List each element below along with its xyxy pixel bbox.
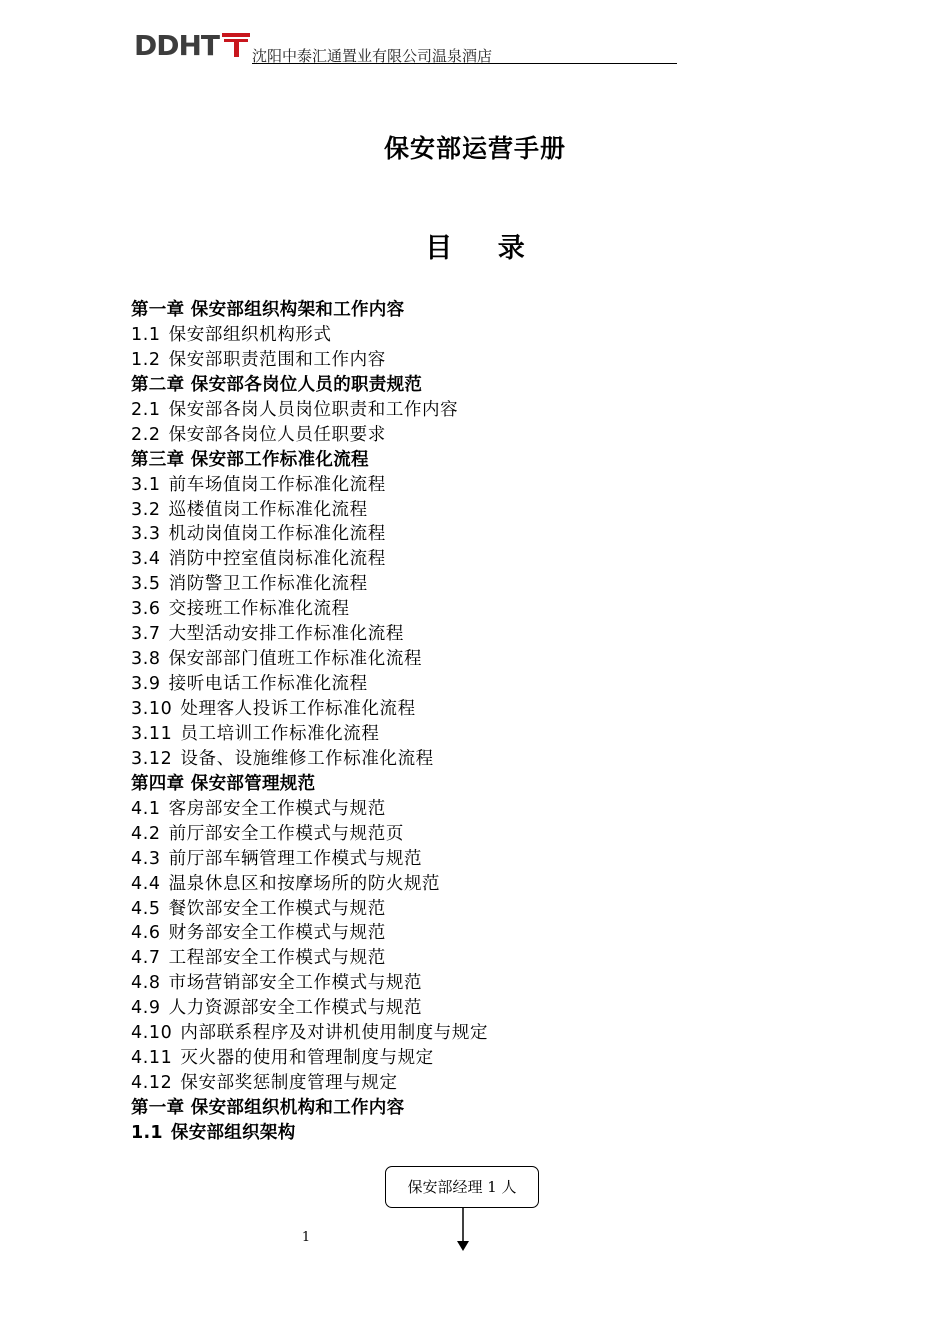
toc-entry-text: 人力资源部安全工作模式与规范 xyxy=(168,998,423,1019)
toc-entry-number: 4.7 xyxy=(131,948,161,969)
toc-entry-text: 接听电话工作标准化流程 xyxy=(168,674,368,695)
toc-entry-number: 1.1 xyxy=(131,324,161,345)
toc-entry-text: 第三章 保安部工作标准化流程 xyxy=(131,449,369,470)
toc-entry-number: 3.6 xyxy=(131,599,161,620)
toc-entry-number: 2.1 xyxy=(131,399,161,420)
toc-entry xyxy=(131,897,831,922)
toc-entry xyxy=(131,647,831,672)
toc-entry-text: 保安部奖惩制度管理与规定 xyxy=(180,1073,398,1094)
toc-entry-number: 1.2 xyxy=(131,349,161,370)
toc-chapter xyxy=(131,772,831,797)
toc-entry-number: 4.10 xyxy=(131,1023,173,1044)
toc-entry-text: 设备、设施维修工作标准化流程 xyxy=(180,748,434,769)
toc-entry-number: 4.4 xyxy=(131,873,161,894)
toc-entry-text: 交接班工作标准化流程 xyxy=(168,599,350,620)
toc-entry xyxy=(131,971,831,996)
toc-entry xyxy=(131,572,831,597)
toc-entry-text: 第一章 保安部组织机构和工作内容 xyxy=(131,1098,405,1118)
logo-text: DDHT xyxy=(134,30,220,60)
toc-entry-number: 3.7 xyxy=(131,624,161,645)
toc-heading: 目 录 xyxy=(425,233,543,264)
toc-entry-number: 3.4 xyxy=(131,549,161,570)
toc-entry-number: 4.1 xyxy=(131,798,161,819)
toc-entry-number: 4.9 xyxy=(131,998,161,1019)
toc-entry-text: 市场营销部安全工作模式与规范 xyxy=(168,973,423,994)
org-chart-arrow xyxy=(453,1208,473,1252)
toc-entry xyxy=(131,1121,831,1146)
toc-entry-number: 3.10 xyxy=(131,699,173,719)
ddht-logo xyxy=(134,30,252,60)
toc-entry xyxy=(131,348,831,373)
page-header xyxy=(134,28,677,64)
toc-entry-text: 巡楼值岗工作标准化流程 xyxy=(168,499,368,520)
toc-entry xyxy=(131,1046,831,1071)
toc-entry-text: 前厅部车辆管理工作模式与规范 xyxy=(168,848,423,869)
toc-entry-text: 机动岗值岗工作标准化流程 xyxy=(168,524,386,545)
toc-chapter xyxy=(131,373,831,398)
toc-entry-number: 3.12 xyxy=(131,748,173,769)
toc-entry xyxy=(131,946,831,971)
toc-entry-number: 3.11 xyxy=(131,723,173,744)
page-number: 1 xyxy=(301,1230,311,1245)
toc-entry-text: 保安部职责范围和工作内容 xyxy=(168,349,386,370)
toc-entry xyxy=(131,797,831,822)
toc-entry-number: 4.11 xyxy=(131,1048,173,1069)
toc-entry xyxy=(131,423,831,448)
toc-entry-text: 内部联系程序及对讲机使用制度与规定 xyxy=(180,1023,489,1044)
toc-entry-text: 工程部安全工作模式与规范 xyxy=(168,948,386,969)
toc-entry-text: 第二章 保安部各岗位人员的职责规范 xyxy=(131,374,423,395)
toc-entry xyxy=(131,622,831,647)
toc-entry-number: 3.9 xyxy=(131,674,161,695)
toc-entry-text: 保安部各岗人员岗位职责和工作内容 xyxy=(168,399,459,420)
header-divider xyxy=(252,63,677,64)
toc-entry-text: 处理客人投诉工作标准化流程 xyxy=(180,699,416,719)
toc-entry xyxy=(131,872,831,897)
toc-entry-text: 保安部部门值班工作标准化流程 xyxy=(168,649,423,670)
toc-entry-text: 保安部组织机构形式 xyxy=(168,324,332,345)
toc-entry xyxy=(131,323,831,348)
toc-entry xyxy=(131,597,831,622)
toc-entry xyxy=(131,1021,831,1046)
table-of-contents xyxy=(131,298,831,1146)
toc-entry-number: 4.2 xyxy=(131,823,161,844)
toc-entry-number: 4.5 xyxy=(131,898,161,919)
toc-chapter xyxy=(131,298,831,323)
toc-entry-text: 消防中控室值岗标准化流程 xyxy=(168,549,386,570)
toc-entry-number: 4.8 xyxy=(131,973,161,994)
toc-entry-text: 餐饮部安全工作模式与规范 xyxy=(168,898,386,919)
toc-entry xyxy=(131,547,831,572)
org-chart-manager-box: 保安部经理 1 人 xyxy=(385,1166,539,1208)
toc-entry-text: 第四章 保安部管理规范 xyxy=(131,773,316,794)
toc-entry-number: 3.5 xyxy=(131,574,161,595)
toc-entry-text: 消防警卫工作标准化流程 xyxy=(168,574,368,595)
toc-entry-number: 3.2 xyxy=(131,499,161,520)
toc-entry-number: 4.12 xyxy=(131,1073,173,1094)
toc-entry-text: 大型活动安排工作标准化流程 xyxy=(168,624,404,645)
toc-entry-number: 2.2 xyxy=(131,424,161,445)
toc-entry xyxy=(131,747,831,772)
toc-entry xyxy=(131,921,831,946)
toc-entry-text: 前车场值岗工作标准化流程 xyxy=(168,474,386,495)
toc-entry xyxy=(131,522,831,547)
toc-chapter xyxy=(131,1096,831,1121)
toc-entry xyxy=(131,822,831,847)
toc-entry xyxy=(131,398,831,423)
toc-entry-text: 保安部各岗位人员任职要求 xyxy=(168,424,386,445)
toc-entry xyxy=(131,996,831,1021)
toc-entry-number: 3.1 xyxy=(131,474,161,495)
toc-entry xyxy=(131,672,831,697)
toc-entry-number: 3.3 xyxy=(131,524,161,545)
toc-entry-text: 前厅部安全工作模式与规范页 xyxy=(168,823,404,844)
toc-entry xyxy=(131,697,831,722)
toc-entry-number: 3.8 xyxy=(131,649,161,670)
toc-entry xyxy=(131,1071,831,1096)
toc-entry-text: 保安部组织架构 xyxy=(170,1122,296,1143)
company-name: 沈阳中泰汇通置业有限公司温泉酒店 xyxy=(252,47,493,65)
toc-entry-text: 灭火器的使用和管理制度与规定 xyxy=(180,1048,434,1069)
toc-entry-text: 温泉休息区和按摩场所的防火规范 xyxy=(168,873,441,894)
toc-entry-number: 4.3 xyxy=(131,848,161,869)
toc-entry-text: 财务部安全工作模式与规范 xyxy=(168,923,386,944)
toc-entry xyxy=(131,473,831,498)
toc-chapter xyxy=(131,448,831,473)
toc-entry-number: 1.1 xyxy=(131,1122,163,1143)
toc-entry-text: 客房部安全工作模式与规范 xyxy=(168,798,386,819)
toc-entry xyxy=(131,498,831,523)
toc-entry-number: 4.6 xyxy=(131,923,161,944)
toc-entry-text: 第一章 保安部组织构架和工作内容 xyxy=(131,300,405,320)
toc-entry-text: 员工培训工作标准化流程 xyxy=(180,723,380,744)
toc-entry xyxy=(131,722,831,747)
document-title: 保安部运营手册 xyxy=(383,134,566,163)
toc-entry xyxy=(131,847,831,872)
